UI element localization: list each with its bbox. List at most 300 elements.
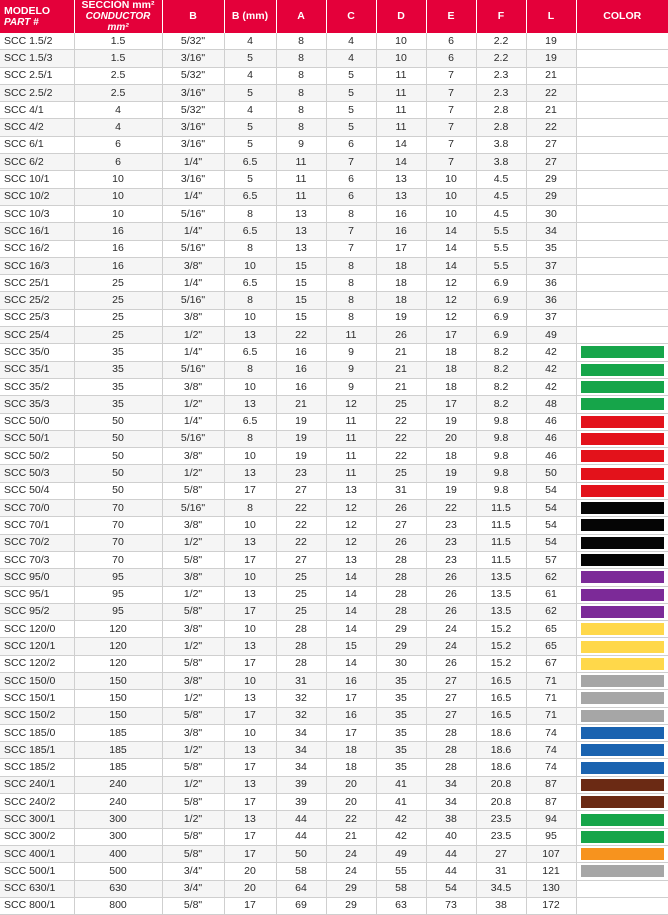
cell-c: 20: [326, 794, 376, 811]
table-row: [0, 621, 668, 638]
cell-a: 8: [276, 50, 326, 67]
cell-c: 13: [326, 482, 376, 499]
color-swatch: [581, 727, 665, 739]
cell-b-mm: 10: [224, 621, 276, 638]
cell-color: [576, 67, 668, 84]
cell-a: 8: [276, 119, 326, 136]
cell-seccion: 120: [74, 621, 162, 638]
cell-d: 28: [376, 569, 426, 586]
cell-model: SCC 25/4: [0, 327, 74, 344]
cell-a: 15: [276, 275, 326, 292]
cell-d: 22: [376, 448, 426, 465]
cell-c: 11: [326, 327, 376, 344]
cell-b: 5/8": [162, 482, 224, 499]
cell-c: 12: [326, 534, 376, 551]
cell-b: 5/8": [162, 603, 224, 620]
cell-b: 5/8": [162, 828, 224, 845]
cell-a: 11: [276, 171, 326, 188]
table-row: [0, 603, 668, 620]
cell-model: SCC 35/2: [0, 378, 74, 395]
cell-d: 35: [376, 690, 426, 707]
cell-e: 12: [426, 292, 476, 309]
cell-a: 13: [276, 240, 326, 257]
cell-c: 16: [326, 707, 376, 724]
cell-seccion: 50: [74, 448, 162, 465]
cell-seccion: 70: [74, 534, 162, 551]
cell-b: 1/4": [162, 344, 224, 361]
cell-b-mm: 17: [224, 794, 276, 811]
cell-l: 94: [526, 811, 576, 828]
cell-l: 19: [526, 50, 576, 67]
cell-f: 15.2: [476, 638, 526, 655]
cell-f: 6.9: [476, 292, 526, 309]
cell-f: 16.5: [476, 690, 526, 707]
cell-seccion: 25: [74, 275, 162, 292]
cell-l: 49: [526, 327, 576, 344]
cell-seccion: 25: [74, 292, 162, 309]
header-f: F: [476, 0, 526, 33]
cell-b: 3/16": [162, 119, 224, 136]
cell-color: [576, 188, 668, 205]
cell-l: 54: [526, 534, 576, 551]
color-swatch: [581, 865, 665, 877]
cell-seccion: 50: [74, 482, 162, 499]
cell-e: 28: [426, 724, 476, 741]
cell-color: [576, 621, 668, 638]
table-row: [0, 223, 668, 240]
cell-b: 1/2": [162, 534, 224, 551]
table-row: [0, 154, 668, 171]
cell-a: 39: [276, 776, 326, 793]
cell-b: 5/32": [162, 67, 224, 84]
cell-e: 7: [426, 154, 476, 171]
cell-b: 3/8": [162, 309, 224, 326]
cell-c: 11: [326, 430, 376, 447]
table-row: [0, 465, 668, 482]
cell-d: 16: [376, 205, 426, 222]
cell-model: SCC 16/1: [0, 223, 74, 240]
cell-b: 5/8": [162, 794, 224, 811]
cell-seccion: 35: [74, 378, 162, 395]
table-row: [0, 67, 668, 84]
table-row: [0, 257, 668, 274]
cell-c: 7: [326, 223, 376, 240]
cell-f: 31: [476, 863, 526, 880]
cell-d: 58: [376, 880, 426, 897]
cell-model: SCC 35/3: [0, 396, 74, 413]
cell-b-mm: 8: [224, 240, 276, 257]
cell-f: 2.3: [476, 84, 526, 101]
cell-d: 55: [376, 863, 426, 880]
cell-model: SCC 50/4: [0, 482, 74, 499]
cell-seccion: 35: [74, 361, 162, 378]
cell-a: 15: [276, 292, 326, 309]
cell-f: 9.8: [476, 482, 526, 499]
table-row: [0, 205, 668, 222]
cell-e: 7: [426, 67, 476, 84]
cell-seccion: 240: [74, 794, 162, 811]
cell-l: 74: [526, 759, 576, 776]
cell-f: 23.5: [476, 811, 526, 828]
cell-b-mm: 6.5: [224, 413, 276, 430]
cell-color: [576, 240, 668, 257]
cell-d: 21: [376, 378, 426, 395]
cell-model: SCC 50/1: [0, 430, 74, 447]
cell-f: 6.9: [476, 309, 526, 326]
cell-seccion: 300: [74, 828, 162, 845]
cell-b-mm: 20: [224, 880, 276, 897]
cell-color: [576, 102, 668, 119]
cell-e: 26: [426, 655, 476, 672]
cell-b-mm: 5: [224, 171, 276, 188]
cell-d: 27: [376, 517, 426, 534]
cell-c: 16: [326, 672, 376, 689]
cell-model: SCC 4/2: [0, 119, 74, 136]
cell-f: 6.9: [476, 327, 526, 344]
cell-l: 130: [526, 880, 576, 897]
cell-a: 64: [276, 880, 326, 897]
cell-b: 3/8": [162, 517, 224, 534]
cell-e: 23: [426, 517, 476, 534]
cell-d: 28: [376, 603, 426, 620]
cell-b: 5/16": [162, 361, 224, 378]
cell-b-mm: 13: [224, 586, 276, 603]
cell-c: 4: [326, 33, 376, 50]
cell-seccion: 4: [74, 102, 162, 119]
cell-color: [576, 534, 668, 551]
cell-d: 19: [376, 309, 426, 326]
cell-e: 23: [426, 534, 476, 551]
cell-a: 34: [276, 724, 326, 741]
cell-a: 31: [276, 672, 326, 689]
cell-e: 34: [426, 794, 476, 811]
cell-l: 71: [526, 690, 576, 707]
cell-a: 34: [276, 742, 326, 759]
cell-f: 8.2: [476, 361, 526, 378]
cell-d: 42: [376, 811, 426, 828]
cell-e: 6: [426, 33, 476, 50]
cell-seccion: 70: [74, 517, 162, 534]
cell-b-mm: 10: [224, 672, 276, 689]
cell-model: SCC 10/1: [0, 171, 74, 188]
cell-c: 18: [326, 742, 376, 759]
cell-b: 1/2": [162, 327, 224, 344]
cell-color: [576, 309, 668, 326]
cell-color: [576, 171, 668, 188]
cell-color: [576, 551, 668, 568]
color-swatch: [581, 848, 665, 860]
cell-l: 54: [526, 500, 576, 517]
cell-color: [576, 205, 668, 222]
cell-b: 3/8": [162, 569, 224, 586]
cell-e: 14: [426, 223, 476, 240]
cell-l: 37: [526, 257, 576, 274]
table-row: [0, 569, 668, 586]
cell-b-mm: 17: [224, 759, 276, 776]
cell-l: 22: [526, 119, 576, 136]
header-a: A: [276, 0, 326, 33]
cell-b-mm: 4: [224, 102, 276, 119]
cell-d: 21: [376, 361, 426, 378]
color-swatch: [581, 346, 665, 358]
cell-d: 11: [376, 84, 426, 101]
table-row: [0, 828, 668, 845]
cell-l: 48: [526, 396, 576, 413]
cell-f: 4.5: [476, 171, 526, 188]
cell-l: 62: [526, 569, 576, 586]
cell-seccion: 6: [74, 154, 162, 171]
cell-color: [576, 759, 668, 776]
cell-model: SCC 50/0: [0, 413, 74, 430]
cell-l: 74: [526, 742, 576, 759]
cell-model: SCC 70/2: [0, 534, 74, 551]
cell-b: 5/8": [162, 551, 224, 568]
cell-f: 11.5: [476, 500, 526, 517]
header-d: D: [376, 0, 426, 33]
cell-model: SCC 240/1: [0, 776, 74, 793]
cell-e: 18: [426, 344, 476, 361]
cell-f: 9.8: [476, 465, 526, 482]
cell-color: [576, 724, 668, 741]
cell-c: 9: [326, 378, 376, 395]
cell-seccion: 25: [74, 327, 162, 344]
table-row: [0, 500, 668, 517]
color-swatch: [581, 606, 665, 618]
cell-l: 65: [526, 638, 576, 655]
cell-a: 8: [276, 33, 326, 50]
cell-a: 22: [276, 534, 326, 551]
cell-f: 11.5: [476, 551, 526, 568]
cell-color: [576, 707, 668, 724]
cell-b: 5/8": [162, 845, 224, 862]
cell-model: SCC 50/3: [0, 465, 74, 482]
header-part-label: PART #: [4, 16, 39, 28]
cell-a: 23: [276, 465, 326, 482]
cell-f: 8.2: [476, 396, 526, 413]
table-row: [0, 897, 668, 914]
cell-c: 12: [326, 396, 376, 413]
color-swatch: [581, 831, 665, 843]
cell-e: 10: [426, 205, 476, 222]
cell-b-mm: 8: [224, 361, 276, 378]
cell-e: 54: [426, 880, 476, 897]
cell-b: 5/8": [162, 655, 224, 672]
color-swatch: [581, 779, 665, 791]
cell-d: 28: [376, 586, 426, 603]
cell-b: 1/4": [162, 275, 224, 292]
cell-l: 36: [526, 275, 576, 292]
cell-f: 3.8: [476, 136, 526, 153]
table-row: [0, 638, 668, 655]
cell-a: 28: [276, 621, 326, 638]
cell-a: 8: [276, 84, 326, 101]
cell-b: 1/4": [162, 154, 224, 171]
cell-model: SCC 6/2: [0, 154, 74, 171]
cell-c: 9: [326, 361, 376, 378]
cell-b-mm: 17: [224, 897, 276, 914]
cell-d: 14: [376, 154, 426, 171]
cell-b: 1/2": [162, 776, 224, 793]
cell-d: 11: [376, 67, 426, 84]
cell-b: 1/2": [162, 396, 224, 413]
cell-model: SCC 185/1: [0, 742, 74, 759]
header-row: [0, 0, 668, 33]
cell-b-mm: 6.5: [224, 154, 276, 171]
cell-model: SCC 150/2: [0, 707, 74, 724]
color-swatch: [581, 416, 665, 428]
color-swatch: [581, 519, 665, 531]
cell-a: 32: [276, 707, 326, 724]
cell-e: 73: [426, 897, 476, 914]
cell-c: 7: [326, 240, 376, 257]
cell-a: 27: [276, 551, 326, 568]
cell-color: [576, 413, 668, 430]
cell-model: SCC 16/3: [0, 257, 74, 274]
cell-model: SCC 70/3: [0, 551, 74, 568]
cell-b: 5/16": [162, 292, 224, 309]
table-row: [0, 690, 668, 707]
cell-color: [576, 275, 668, 292]
cell-model: SCC 25/3: [0, 309, 74, 326]
cell-c: 6: [326, 171, 376, 188]
color-swatch: [581, 692, 665, 704]
cell-b: 3/8": [162, 257, 224, 274]
cell-f: 5.5: [476, 257, 526, 274]
cell-color: [576, 638, 668, 655]
cell-b-mm: 6.5: [224, 344, 276, 361]
color-swatch: [581, 537, 665, 549]
cell-f: 2.2: [476, 50, 526, 67]
cell-c: 5: [326, 102, 376, 119]
cell-e: 27: [426, 690, 476, 707]
cell-a: 39: [276, 794, 326, 811]
cell-e: 18: [426, 361, 476, 378]
cell-seccion: 1.5: [74, 50, 162, 67]
cell-color: [576, 569, 668, 586]
cell-b-mm: 8: [224, 292, 276, 309]
cell-c: 22: [326, 811, 376, 828]
table-row: [0, 517, 668, 534]
cell-color: [576, 845, 668, 862]
cell-a: 16: [276, 361, 326, 378]
cell-d: 11: [376, 102, 426, 119]
cell-c: 11: [326, 448, 376, 465]
table-row: [0, 759, 668, 776]
cell-b: 5/32": [162, 102, 224, 119]
table-row: [0, 136, 668, 153]
cell-f: 27: [476, 845, 526, 862]
cell-d: 22: [376, 430, 426, 447]
cell-d: 41: [376, 794, 426, 811]
cell-b: 1/4": [162, 188, 224, 205]
cell-seccion: 95: [74, 603, 162, 620]
cell-l: 22: [526, 84, 576, 101]
cell-c: 29: [326, 897, 376, 914]
cell-b: 3/16": [162, 171, 224, 188]
table-row: [0, 586, 668, 603]
table-row: [0, 655, 668, 672]
cell-color: [576, 655, 668, 672]
table-row: [0, 309, 668, 326]
cell-d: 13: [376, 171, 426, 188]
cell-b-mm: 4: [224, 33, 276, 50]
table-row: [0, 413, 668, 430]
cell-d: 35: [376, 742, 426, 759]
cell-a: 11: [276, 154, 326, 171]
cell-a: 19: [276, 430, 326, 447]
cell-color: [576, 344, 668, 361]
cell-b-mm: 13: [224, 396, 276, 413]
cell-d: 22: [376, 413, 426, 430]
cell-l: 46: [526, 413, 576, 430]
header-b: B: [162, 0, 224, 33]
cell-b: 3/16": [162, 84, 224, 101]
cell-model: SCC 95/1: [0, 586, 74, 603]
cell-a: 34: [276, 759, 326, 776]
cell-c: 14: [326, 655, 376, 672]
cell-c: 20: [326, 776, 376, 793]
cell-f: 5.5: [476, 223, 526, 240]
cell-e: 12: [426, 309, 476, 326]
cell-l: 107: [526, 845, 576, 862]
cell-f: 16.5: [476, 672, 526, 689]
cell-c: 14: [326, 586, 376, 603]
header-l: L: [526, 0, 576, 33]
cell-b: 1/2": [162, 742, 224, 759]
cell-color: [576, 361, 668, 378]
cell-color: [576, 863, 668, 880]
cell-color: [576, 154, 668, 171]
cell-d: 41: [376, 776, 426, 793]
cell-c: 21: [326, 828, 376, 845]
cell-f: 9.8: [476, 448, 526, 465]
cell-l: 71: [526, 707, 576, 724]
cell-b-mm: 5: [224, 50, 276, 67]
cell-c: 8: [326, 309, 376, 326]
cell-l: 57: [526, 551, 576, 568]
cell-c: 7: [326, 154, 376, 171]
cell-model: SCC 2.5/1: [0, 67, 74, 84]
cell-c: 24: [326, 863, 376, 880]
cell-l: 172: [526, 897, 576, 914]
color-swatch: [581, 433, 665, 445]
cell-b-mm: 10: [224, 378, 276, 395]
cell-c: 9: [326, 344, 376, 361]
header-color: COLOR: [576, 0, 668, 33]
cell-b: 1/4": [162, 223, 224, 240]
cell-c: 24: [326, 845, 376, 862]
cell-d: 35: [376, 672, 426, 689]
cell-f: 23.5: [476, 828, 526, 845]
cell-c: 14: [326, 569, 376, 586]
cell-e: 24: [426, 638, 476, 655]
cell-b-mm: 13: [224, 534, 276, 551]
color-swatch: [581, 814, 665, 826]
cell-seccion: 240: [74, 776, 162, 793]
cell-f: 13.5: [476, 586, 526, 603]
cell-model: SCC 35/0: [0, 344, 74, 361]
cell-b: 3/4": [162, 880, 224, 897]
cell-model: SCC 95/0: [0, 569, 74, 586]
cell-a: 22: [276, 500, 326, 517]
cell-f: 6.9: [476, 275, 526, 292]
cell-b-mm: 8: [224, 500, 276, 517]
cell-b-mm: 13: [224, 465, 276, 482]
table-row: [0, 344, 668, 361]
cell-e: 12: [426, 275, 476, 292]
cell-model: SCC 10/2: [0, 188, 74, 205]
cell-e: 26: [426, 586, 476, 603]
